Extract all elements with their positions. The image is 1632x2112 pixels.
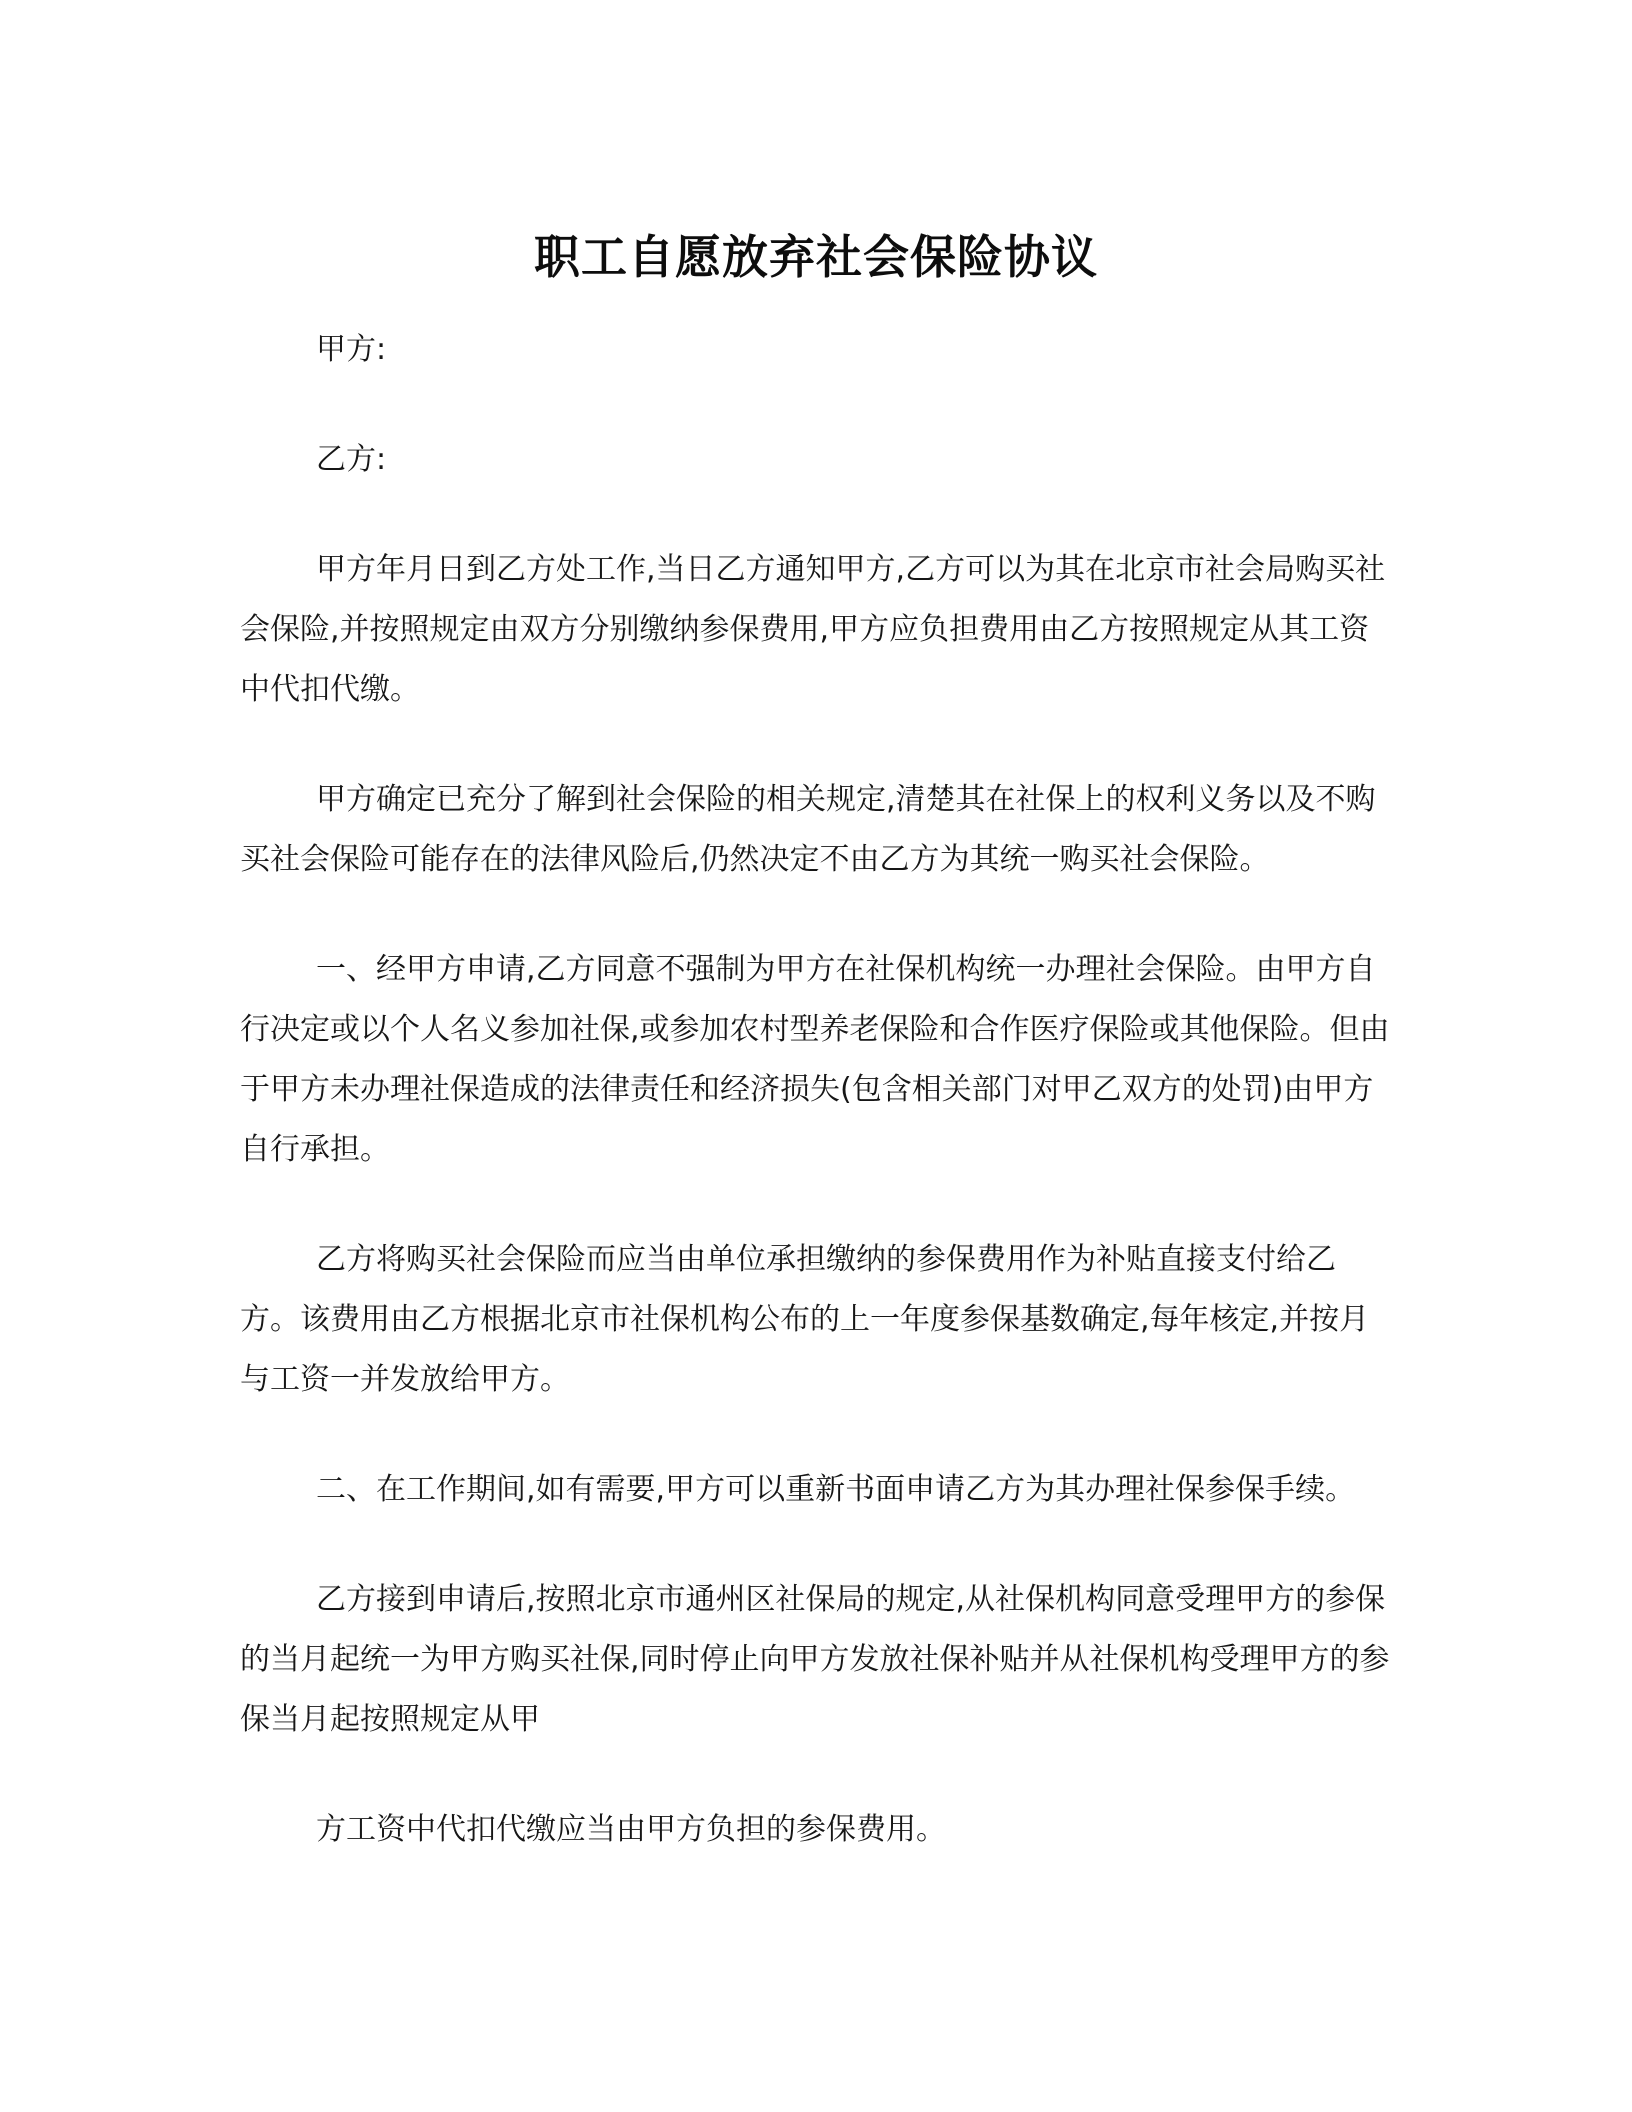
document-body [240,320,1390,1860]
party-b-label: 乙方: [316,442,387,477]
document-title: 职工自愿放弃社会保险协议 [534,229,1098,284]
party-a-label: 甲方: [316,332,387,367]
paragraph-3: 一、经甲方申请,乙方同意不强制为甲方在社保机构统一办理社会保险。由甲方自行决定或以个人名义参加社保,或参加农村型养老保险和合作医疗保险或其他保险。但由于甲方未办理社保造成的法律责任和经济损失(包含相关部门对甲乙双方的处罚)由甲方自行承担。 [240,952,1390,1167]
paragraph-4: 乙方将购买社会保险而应当由单位承担缴纳的参保费用作为补贴直接支付给乙方。该费用由乙方根据北京市社保机构公布的上一年度参保基数确定,每年核定,并按月与工资一并发放给甲方。 [240,1242,1370,1397]
paragraph-7: 方工资中代扣代缴应当由甲方负担的参保费用。 [316,1812,946,1847]
paragraph-2: 甲方确定已充分了解到社会保险的相关规定,清楚其在社保上的权利义务以及不购买社会保险可能存在的法律风险后,仍然决定不由乙方为其统一购买社会保险。 [240,782,1376,877]
paragraph-6: 乙方接到申请后,按照北京市通州区社保局的规定,从社保机构同意受理甲方的参保的当月起统一为甲方购买社保,同时停止向甲方发放社保补贴并从社保机构受理甲方的参保当月起按照规定从甲 [240,1582,1390,1737]
paragraph-5: 二、在工作期间,如有需要,甲方可以重新书面申请乙方为其办理社保参保手续。 [316,1472,1356,1507]
paragraph-1: 甲方年月日到乙方处工作,当日乙方通知甲方,乙方可以为其在北京市社会局购买社会保险,并按照规定由双方分别缴纳参保费用,甲方应负担费用由乙方按照规定从其工资中代扣代缴。 [240,552,1386,707]
